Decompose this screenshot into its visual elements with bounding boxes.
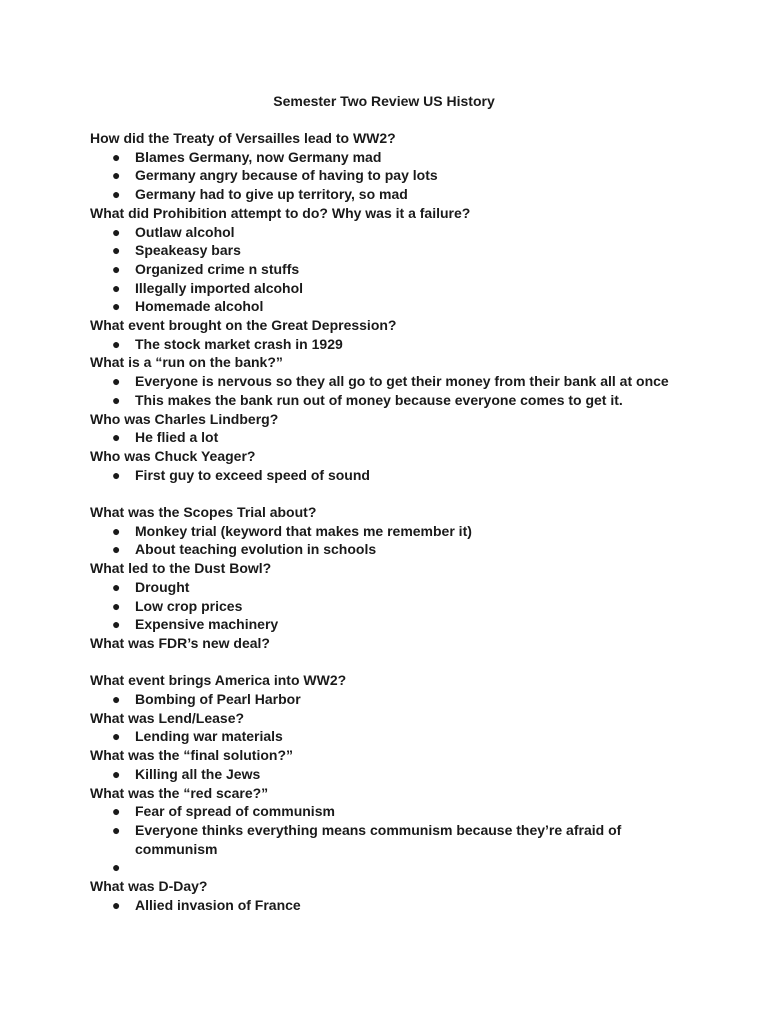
bullet-icon: ● (112, 466, 121, 483)
answer-item (90, 522, 690, 541)
answer-list (90, 223, 690, 317)
answer-item (90, 166, 690, 185)
answer-text: Drought (135, 578, 190, 595)
bullet-icon: ● (112, 373, 121, 390)
answer-item (90, 335, 690, 354)
question-text: What did Prohibition attempt to do? Why was it a failure? (90, 204, 471, 221)
question-text: Who was Chuck Yeager? (90, 447, 256, 464)
answer-text: Blames Germany, now Germany mad (135, 148, 382, 165)
question-text: What was the “red scare?” (90, 784, 269, 801)
answer-item (90, 858, 690, 877)
answer-text: Everyone thinks everything means communism because they’re afraid of communism (135, 821, 622, 857)
bullet-icon: ● (112, 859, 121, 876)
page-title: Semester Two Review US History (273, 93, 495, 109)
bullet-icon: ● (112, 148, 121, 165)
answer-item (90, 279, 690, 298)
bullet-icon: ● (112, 765, 121, 782)
answer-text: Germany angry because of having to pay lots (135, 167, 438, 184)
answer-list (90, 335, 690, 354)
answer-item (90, 223, 690, 242)
answer-text (135, 859, 139, 875)
answer-text: Bombing of Pearl Harbor (135, 691, 301, 708)
bullet-icon: ● (112, 578, 121, 595)
bullet-icon: ● (112, 223, 121, 240)
answer-text: Organized crime n stuffs (135, 260, 300, 277)
question-text: How did the Treaty of Versailles lead to WW2? (90, 130, 396, 146)
answer-list (90, 428, 690, 447)
answer-text: He flied a lot (135, 429, 219, 446)
answer-text: Fear of spread of communism (135, 803, 335, 820)
answer-item (90, 821, 690, 858)
question-text: What was Lend/Lease? (90, 709, 245, 726)
answer-item (90, 690, 690, 709)
answer-list (90, 765, 690, 784)
answer-item (90, 727, 690, 746)
answer-item (90, 391, 690, 410)
question-text: What was FDR’s new deal? (90, 634, 270, 651)
bullet-icon: ● (112, 896, 121, 913)
answer-list (90, 727, 690, 746)
answer-item (90, 260, 690, 279)
question-text: What event brought on the Great Depression? (90, 317, 397, 334)
answer-item (90, 148, 690, 167)
bullet-icon: ● (112, 186, 121, 203)
bullet-icon: ● (112, 335, 121, 352)
bullet-icon: ● (112, 821, 121, 838)
bullet-icon: ● (112, 391, 121, 408)
bullet-icon: ● (112, 522, 121, 539)
bullet-icon: ● (112, 429, 121, 446)
answer-list (90, 896, 690, 915)
question-text: Who was Charles Lindberg? (90, 410, 279, 427)
bullet-icon: ● (112, 616, 121, 633)
answer-text: Outlaw alcohol (135, 223, 235, 240)
answer-list (90, 802, 690, 877)
answer-text: Illegally imported alcohol (135, 279, 304, 296)
answer-item (90, 428, 690, 447)
answer-list (90, 372, 690, 409)
answer-item (90, 241, 690, 260)
answer-text: Low crop prices (135, 597, 243, 614)
bullet-icon: ● (112, 691, 121, 708)
answer-text: Germany had to give up territory, so mad (135, 186, 408, 203)
bullet-icon: ● (112, 260, 121, 277)
bullet-icon: ● (112, 803, 121, 820)
answer-text: Everyone is nervous so they all go to get their money from their bank all at once (135, 373, 669, 390)
answer-item (90, 372, 690, 391)
answer-text: Lending war materials (135, 728, 283, 745)
answer-list (90, 522, 690, 559)
answer-text: This makes the bank run out of money because everyone comes to get it. (135, 391, 623, 408)
document-body (90, 129, 690, 915)
answer-item (90, 765, 690, 784)
question-text: What event brings America into WW2? (90, 672, 347, 689)
bullet-icon: ● (112, 541, 121, 558)
bullet-icon: ● (112, 597, 121, 614)
answer-list (90, 148, 690, 204)
answer-text: Monkey trial (keyword that makes me remember it) (135, 522, 472, 539)
answer-list (90, 578, 690, 634)
answer-item (90, 297, 690, 316)
answer-text: First guy to exceed speed of sound (135, 466, 370, 483)
answer-item (90, 597, 690, 616)
question-text: What was the “final solution?” (90, 747, 293, 764)
answer-item (90, 896, 690, 915)
bullet-icon: ● (112, 298, 121, 315)
answer-text: Homemade alcohol (135, 298, 264, 315)
answer-item (90, 615, 690, 634)
answer-text: Speakeasy bars (135, 242, 241, 259)
answer-item (90, 185, 690, 204)
question-text: What was D-Day? (90, 878, 208, 895)
answer-item (90, 578, 690, 597)
question-text: What was the Scopes Trial about? (90, 504, 317, 521)
bullet-icon: ● (112, 279, 121, 296)
answer-text: Killing all the Jews (135, 765, 261, 782)
bullet-icon: ● (112, 242, 121, 259)
bullet-icon: ● (112, 167, 121, 184)
answer-text: Allied invasion of France (135, 896, 301, 913)
bullet-icon: ● (112, 728, 121, 745)
answer-text: The stock market crash in 1929 (135, 335, 343, 352)
question-text: What led to the Dust Bowl? (90, 560, 272, 577)
answer-text: About teaching evolution in schools (135, 541, 377, 558)
answer-list (90, 466, 690, 485)
answer-list (90, 690, 690, 709)
question-text: What is a “run on the bank?” (90, 354, 283, 371)
answer-text: Expensive machinery (135, 616, 279, 633)
answer-item (90, 466, 690, 485)
answer-item (90, 540, 690, 559)
answer-item (90, 802, 690, 821)
